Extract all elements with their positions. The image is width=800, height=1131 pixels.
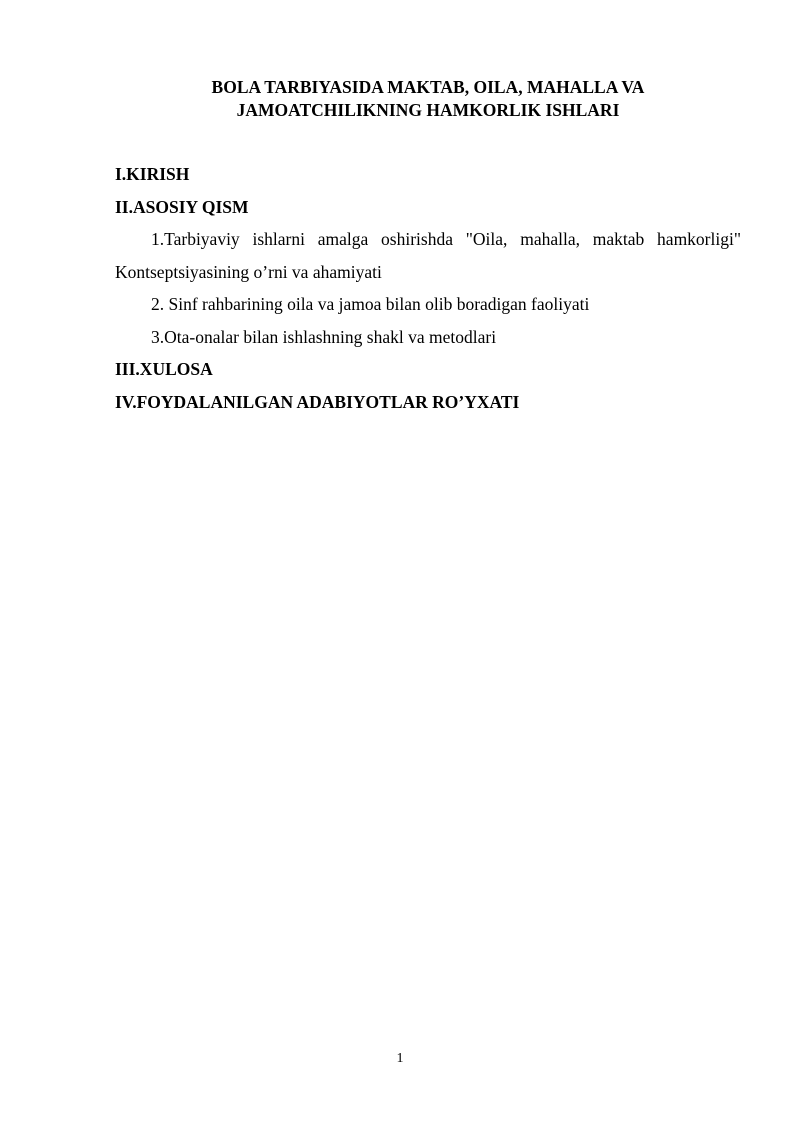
toc-conclusion: III.XULOSA [115,359,213,379]
table-of-contents [115,162,741,422]
toc-item-2: 2. Sinf rahbarining oila va jamoa bilan olib boradigan faoliyati [151,294,590,314]
title-line-1: BOLA TARBIYASIDA MAKTAB, OILA, MAHALLA VA [211,77,645,97]
title-line-2: JAMOATCHILIKNING HAMKORLIK ISHLARI [236,100,620,120]
toc-item-1-line-1: 1.Tarbiyaviy ishlarni amalga oshirishda "Oila, mahalla, maktab hamkorligi" [151,229,741,249]
toc-main-part: II.ASOSIY QISM [115,196,249,217]
document-title [115,76,741,122]
toc-intro: I.KIRISH [115,164,190,184]
page-number: 1 [396,1051,404,1066]
toc-item-1-line-2: Kontseptsiyasining o’rni va ahamiyati [115,261,382,282]
toc-references: IV.FOYDALANILGAN ADABIYOTLAR RO’YXATI [115,391,520,412]
toc-item-3: 3.Ota-onalar bilan ishlashning shakl va metodlari [151,326,497,347]
